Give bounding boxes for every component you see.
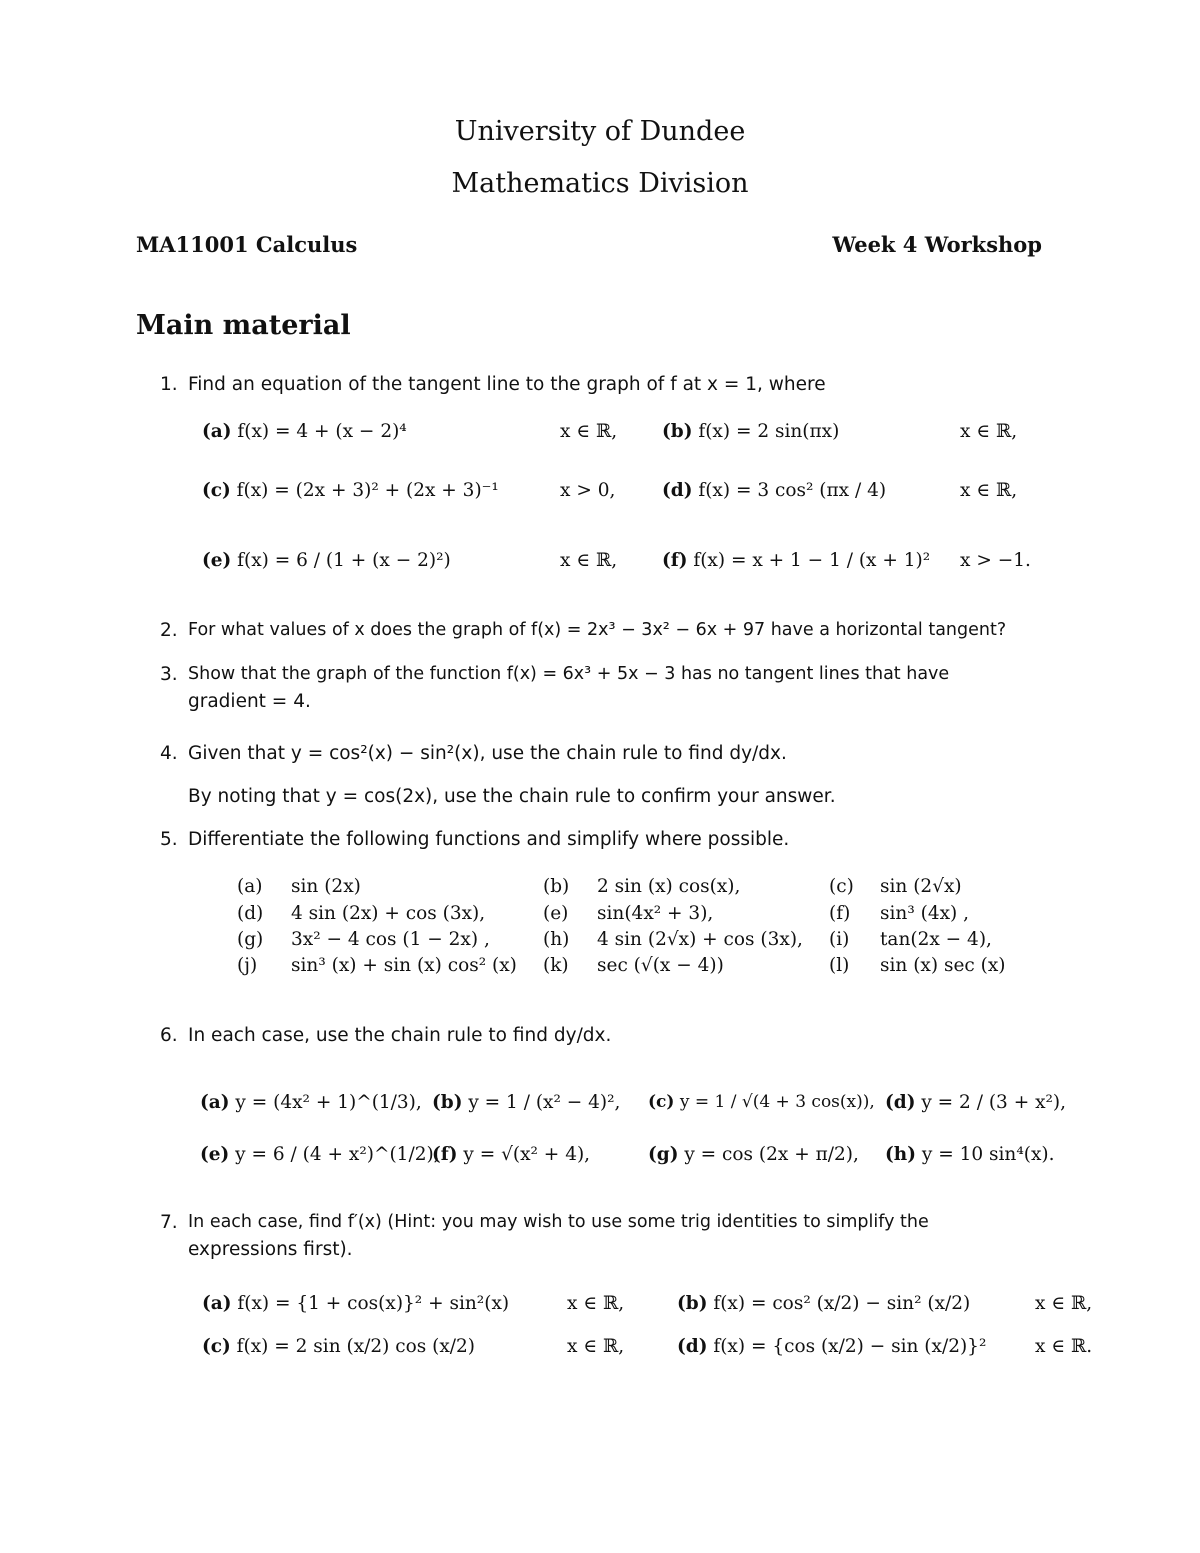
question-number: 2.: [160, 620, 178, 641]
q5-part-expr: sin(4x² + 3),: [597, 903, 714, 924]
q5-part-expr: 2 sin (x) cos(x),: [597, 876, 741, 897]
q1-domain: x ∈ ℝ,: [960, 480, 1018, 501]
question-number: 4.: [160, 743, 178, 764]
q1-domain: x > −1.: [960, 550, 1031, 571]
question-text: In each case, use the chain rule to find dy/dx.: [188, 1025, 612, 1046]
question-text: gradient = 4.: [188, 691, 311, 712]
q6-part: (b) y = 1 / (x² − 4)²,: [432, 1092, 621, 1113]
q1-domain: x ∈ ℝ,: [960, 421, 1018, 442]
q5-part-expr: sin (2√x): [880, 876, 962, 897]
question-text: Given that y = cos²(x) − sin²(x), use the chain rule to find dy/dx.: [188, 743, 787, 764]
q7-domain: x ∈ ℝ,: [567, 1336, 625, 1357]
q5-part-label: (d): [237, 903, 264, 924]
question-text: In each case, find f′(x) (Hint: you may wish to use some trig identities to simplify the: [188, 1212, 929, 1232]
q6-part: (h) y = 10 sin⁴(x).: [885, 1144, 1055, 1165]
q5-part-expr: 4 sin (2√x) + cos (3x),: [597, 929, 803, 950]
question-number: 7.: [160, 1212, 178, 1233]
q1-domain: x ∈ ℝ,: [560, 421, 618, 442]
q7-part: (a) f(x) = {1 + cos(x)}² + sin²(x): [202, 1293, 510, 1314]
q1-domain: x ∈ ℝ,: [560, 550, 618, 571]
q7-part: (c) f(x) = 2 sin (x/2) cos (x/2): [202, 1336, 476, 1357]
q5-part-expr: 3x² − 4 cos (1 − 2x) ,: [291, 929, 490, 950]
course-code: MA11001 Calculus: [136, 232, 358, 257]
question-text: Find an equation of the tangent line to the graph of f at x = 1, where: [188, 374, 826, 395]
q5-part-label: (c): [829, 876, 854, 897]
q5-part-expr: sin³ (x) + sin (x) cos² (x): [291, 955, 517, 976]
q5-part-expr: tan(2x − 4),: [880, 929, 992, 950]
question-text: Differentiate the following functions and simplify where possible.: [188, 829, 790, 850]
question-number: 3.: [160, 664, 178, 685]
q7-domain: x ∈ ℝ,: [1035, 1293, 1093, 1314]
q1-domain: x > 0,: [560, 480, 616, 501]
q7-domain: x ∈ ℝ,: [567, 1293, 625, 1314]
q1-part: (f) f(x) = x + 1 − 1 / (x + 1)²: [662, 550, 931, 571]
question-text: Show that the graph of the function f(x) = 6x³ + 5x − 3 has no tangent lines that have: [188, 664, 950, 684]
q6-part: (e) y = 6 / (4 + x²)^(1/2),: [200, 1144, 440, 1165]
q6-part: (f) y = √(x² + 4),: [432, 1144, 591, 1165]
q5-part-label: (b): [543, 876, 570, 897]
q5-part-expr: sin (2x): [291, 876, 361, 897]
week-label: Week 4 Workshop: [832, 232, 1042, 257]
q5-part-label: (k): [543, 955, 569, 976]
q6-part: (c) y = 1 / √(4 + 3 cos(x)),: [648, 1092, 875, 1112]
q6-part: (d) y = 2 / (3 + x²),: [885, 1092, 1067, 1113]
q6-part: (g) y = cos (2x + π/2),: [648, 1144, 859, 1165]
q5-part-label: (a): [237, 876, 263, 897]
q1-part: (d) f(x) = 3 cos² (πx / 4): [662, 480, 887, 501]
question-number: 6.: [160, 1025, 178, 1046]
q7-part: (b) f(x) = cos² (x/2) − sin² (x/2): [677, 1293, 971, 1314]
q5-part-label: (g): [237, 929, 264, 950]
q5-part-expr: 4 sin (2x) + cos (3x),: [291, 903, 486, 924]
university-title: University of Dundee: [454, 116, 746, 147]
q5-part-label: (i): [829, 929, 850, 950]
q7-domain: x ∈ ℝ.: [1035, 1336, 1093, 1357]
q1-part: (b) f(x) = 2 sin(πx): [662, 421, 840, 442]
question-number: 1.: [160, 374, 178, 395]
q5-part-label: (j): [237, 955, 258, 976]
q5-part-expr: sec (√(x − 4)): [597, 955, 724, 976]
q5-part-expr: sin³ (4x) ,: [880, 903, 970, 924]
question-text: For what values of x does the graph of f(x) = 2x³ − 3x² − 6x + 97 have a horizontal tangent?: [188, 620, 1007, 640]
section-heading: Main material: [136, 310, 351, 341]
question-text: By noting that y = cos(2x), use the chain rule to confirm your answer.: [188, 786, 836, 807]
q5-part-label: (f): [829, 903, 851, 924]
q5-part-expr: sin (x) sec (x): [880, 955, 1006, 976]
q1-part: (a) f(x) = 4 + (x − 2)⁴: [202, 421, 407, 442]
q7-part: (d) f(x) = {cos (x/2) − sin (x/2)}²: [677, 1336, 987, 1357]
q5-part-label: (l): [829, 955, 850, 976]
q6-part: (a) y = (4x² + 1)^(1/3),: [200, 1092, 422, 1113]
q1-part: (c) f(x) = (2x + 3)² + (2x + 3)⁻¹: [202, 480, 499, 501]
q5-part-label: (e): [543, 903, 569, 924]
division-title: Mathematics Division: [451, 168, 749, 199]
question-number: 5.: [160, 829, 178, 850]
q5-part-label: (h): [543, 929, 570, 950]
q1-part: (e) f(x) = 6 / (1 + (x − 2)²): [202, 550, 451, 571]
question-text: expressions first).: [188, 1239, 353, 1260]
